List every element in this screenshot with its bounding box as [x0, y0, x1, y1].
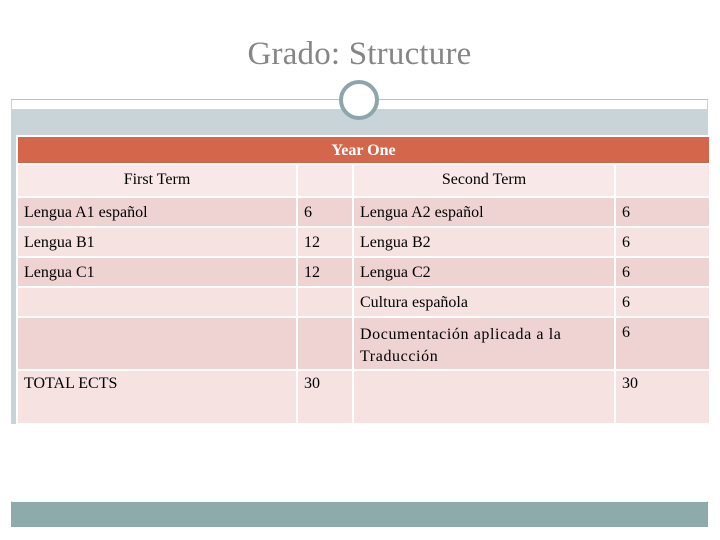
table-row: [17, 287, 710, 317]
second-course-cell: Documentación aplicada a la Traducción: [353, 317, 615, 370]
table-row: [17, 197, 710, 227]
slide-title: Grado: Structure: [247, 36, 472, 72]
first-course-cell: Lengua A1 español: [17, 197, 297, 227]
first-ects-cell: [297, 287, 353, 317]
footer-band: [11, 502, 708, 527]
second-ects-cell: 6: [615, 287, 710, 317]
first-course-cell: [17, 287, 297, 317]
second-ects-cell: 6: [615, 197, 710, 227]
first-ects-cell: 12: [297, 227, 353, 257]
table-row: [17, 317, 710, 370]
first-term-ects-header: [297, 164, 353, 197]
first-term-header: First Term: [17, 164, 297, 197]
first-total-ects-cell: 30: [297, 370, 353, 424]
table-row: [17, 257, 710, 287]
first-ects-cell: 6: [297, 197, 353, 227]
second-total-ects-cell: 30: [615, 370, 710, 424]
year-label: Year One: [331, 142, 396, 159]
second-term-header: Second Term: [353, 164, 615, 197]
first-course-cell: Lengua C1: [17, 257, 297, 287]
total-label-cell: TOTAL ECTS: [17, 370, 297, 424]
total-row: [17, 370, 710, 424]
first-ects-cell: 12: [297, 257, 353, 287]
first-course-cell: Lengua B1: [17, 227, 297, 257]
second-ects-cell: 6: [615, 227, 710, 257]
year-header-cell: [17, 136, 710, 164]
first-ects-cell: [297, 317, 353, 370]
circle-ornament-icon: [339, 80, 379, 120]
structure-table: [16, 135, 711, 425]
second-course-cell: Lengua A2 español: [353, 197, 615, 227]
term-header-row: [17, 164, 710, 197]
year-header-row: [17, 136, 710, 164]
first-course-cell: [17, 317, 297, 370]
second-ects-cell: 6: [615, 317, 710, 370]
second-course-cell: [353, 370, 615, 424]
second-course-cell: Lengua C2: [353, 257, 615, 287]
second-course-cell: Cultura española: [353, 287, 615, 317]
second-term-ects-header: [615, 164, 710, 197]
second-course-cell: Lengua B2: [353, 227, 615, 257]
table-row: [17, 227, 710, 257]
body-area: [11, 424, 708, 501]
second-ects-cell: 6: [615, 257, 710, 287]
